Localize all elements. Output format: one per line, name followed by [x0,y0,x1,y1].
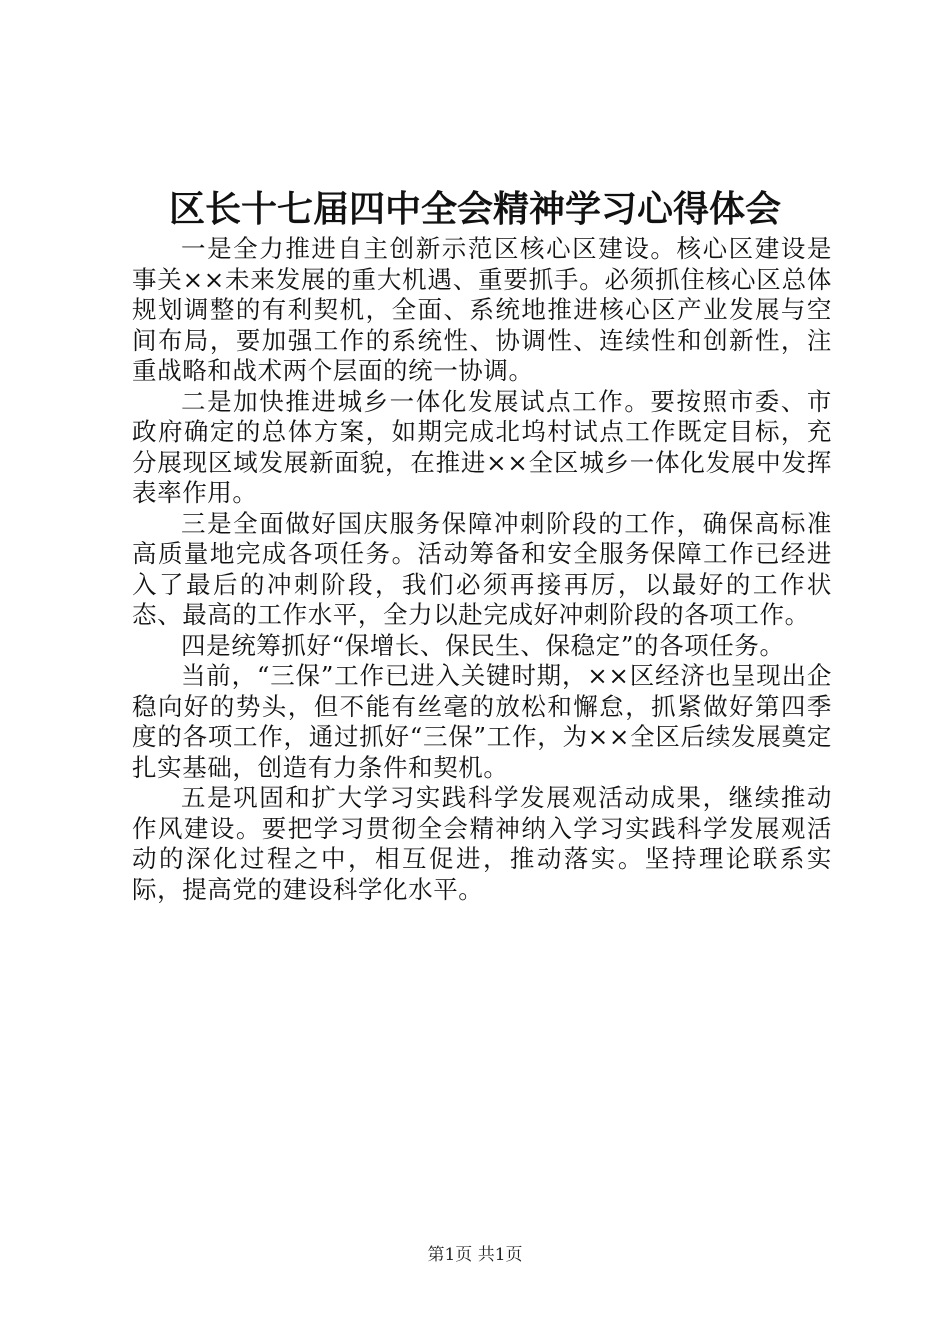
paragraph-2: 二是加快推进城乡一体化发展试点工作。要按照市委、市政府确定的总体方案，如期完成北坞村试点工作既定目标，充分展现区域发展新面貌，在推进××全区城乡一体化发展中发挥表率作用。 [132,386,832,507]
paragraph-6: 五是巩固和扩大学习实践科学发展观活动成果，继续推动作风建设。要把学习贯彻全会精神纳入学习实践科学发展观活动的深化过程之中，相互促进，推动落实。坚持理论联系实际，提高党的建设科学化水平。 [132,783,832,904]
paragraph-3: 三是全面做好国庆服务保障冲刺阶段的工作，确保高标准高质量地完成各项任务。活动筹备和安全服务保障工作已经进入了最后的冲刺阶段，我们必须再接再厉，以最好的工作状态、最高的工作水平，全力以赴完成好冲刺阶段的各项工作。 [132,508,832,629]
paragraph-5: 当前，“三保”工作已进入关键时期，××区经济也呈现出企稳向好的势头，但不能有丝毫的放松和懈怠，抓紧做好第四季度的各项工作，通过抓好“三保”工作，为××全区后续发展奠定扎实基础，创造有力条件和契机。 [132,661,832,782]
page-footer: 第1页 共1页 [427,1245,523,1265]
paragraph-4: 四是统筹抓好“保增长、保民生、保稳定”的各项任务。 [181,630,785,660]
paragraph-1: 一是全力推进自主创新示范区核心区建设。核心区建设是事关××未来发展的重大机遇、重要抓手。必须抓住核心区总体规划调整的有利契机，全面、系统地推进核心区产业发展与空间布局，要加强工作的系统性、协调性、连续性和创新性，注重战略和战术两个层面的统一协调。 [132,234,832,385]
document-title: 区长十七届四中全会精神学习心得体会 [168,188,781,230]
document-body [132,234,832,905]
